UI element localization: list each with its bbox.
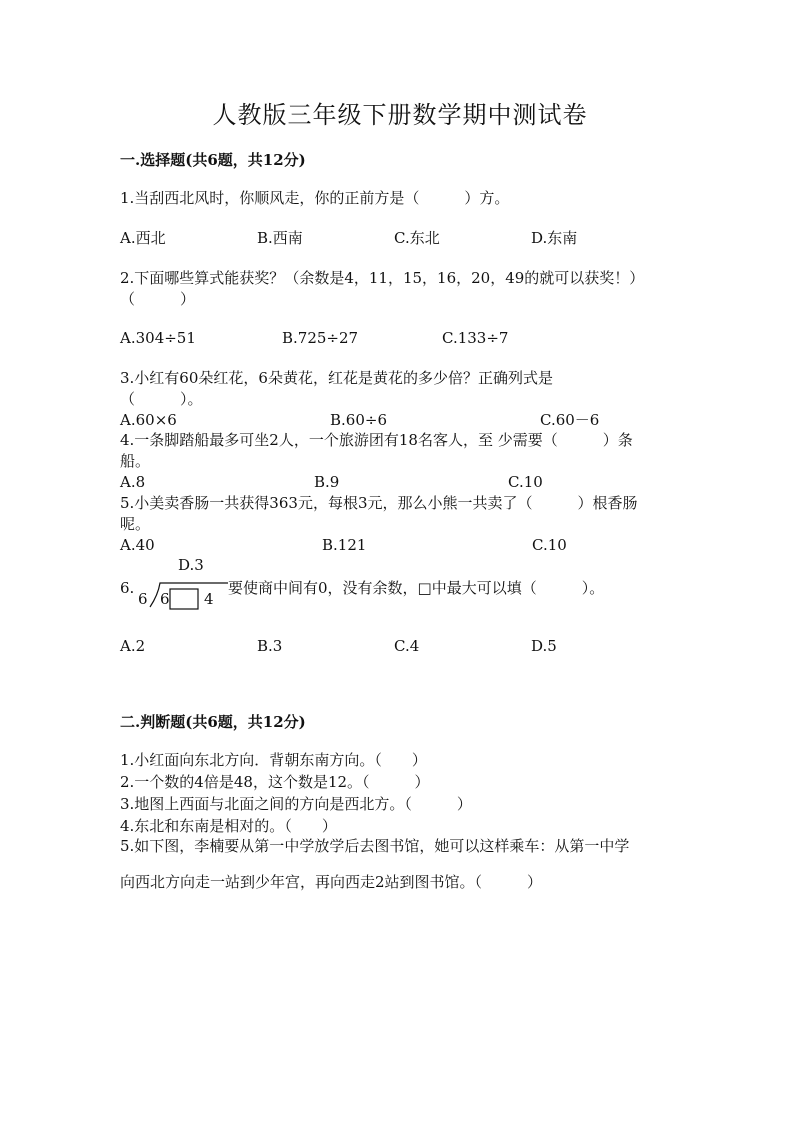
q4-option-b[interactable]: B.9 <box>314 473 340 491</box>
judgment-q3: 3.地图上西面与北面之间的方向是西北方。（ ） <box>120 795 472 813</box>
dividend-right-digit: 4 <box>204 590 214 608</box>
q5-option-b[interactable]: B.121 <box>322 536 367 554</box>
q5-option-d[interactable]: D.3 <box>178 556 204 574</box>
blank-box <box>170 589 198 609</box>
question-5-line1: 5.小美卖香肠一共获得363元，每根3元，那么小熊一共卖了（ ）根香肠 <box>120 494 638 512</box>
dividend-left-digit: 6 <box>160 590 170 608</box>
q3-option-b[interactable]: B.60÷6 <box>330 411 387 429</box>
judgment-q1: 1.小红面向东北方向．背朝东南方向。（ ） <box>120 751 427 769</box>
question-2-line2: （ ） <box>120 290 196 308</box>
q4-option-a[interactable]: A.8 <box>120 473 146 491</box>
section-heading-choice: 一.选择题(共6题，共12分) <box>120 151 306 169</box>
judgment-q5-line1: 5.如下图，李楠要从第一中学放学后去图书馆，她可以这样乘车：从第一中学 <box>120 837 630 855</box>
q2-option-a[interactable]: A.304÷51 <box>120 329 196 347</box>
question-5-line2: 呢。 <box>120 515 151 533</box>
question-1-text: 1.当刮西北风时，你顺风走，你的正前方是（ ）方。 <box>120 189 510 207</box>
q1-option-c[interactable]: C.东北 <box>394 229 440 247</box>
q1-option-a[interactable]: A.西北 <box>120 229 166 247</box>
judgment-q4: 4.东北和东南是相对的。（ ） <box>120 817 337 835</box>
q2-option-c[interactable]: C.133÷7 <box>442 329 509 347</box>
question-2-line1: 2.下面哪些算式能获奖？（余数是4，11，15，16，20，49的就可以获奖！） <box>120 269 645 287</box>
q5-option-c[interactable]: C.10 <box>532 536 567 554</box>
q3-option-a[interactable]: A.60×6 <box>120 411 177 429</box>
question-3-line1: 3.小红有60朵红花，6朵黄花，红花是黄花的多少倍？正确列式是 <box>120 369 553 387</box>
question-6-text: 要使商中间有0，没有余数，□中最大可以填（ ）。 <box>228 579 605 597</box>
q4-option-c[interactable]: C.10 <box>508 473 543 491</box>
q6-option-a[interactable]: A.2 <box>120 637 146 655</box>
question-4-line2: 船。 <box>120 452 151 470</box>
q6-option-b[interactable]: B.3 <box>257 637 283 655</box>
q6-option-d[interactable]: D.5 <box>531 637 557 655</box>
question-4-line1: 4.一条脚踏船最多可坐2人，一个旅游团有18名客人，至 少需要（ ）条 <box>120 431 633 449</box>
judgment-q5-line2: 向西北方向走一站到少年宫，再向西走2站到图书馆。（ ） <box>120 873 543 891</box>
divisor: 6 <box>138 590 148 608</box>
q2-option-b[interactable]: B.725÷27 <box>282 329 359 347</box>
q3-option-c[interactable]: C.60－6 <box>540 411 600 429</box>
page-title: 人教版三年级下册数学期中测试卷 <box>212 101 588 129</box>
q6-option-c[interactable]: C.4 <box>394 637 420 655</box>
division-bracket <box>138 555 230 615</box>
section-heading-judgment: 二.判断题(共6题，共12分) <box>120 713 306 731</box>
q1-option-d[interactable]: D.东南 <box>531 229 578 247</box>
long-division-figure <box>138 555 230 615</box>
question-3-line2: （ ）。 <box>120 390 203 408</box>
question-6-number: 6. <box>120 579 135 597</box>
q5-option-a[interactable]: A.40 <box>120 536 155 554</box>
judgment-q2: 2.一个数的4倍是48，这个数是12。（ ） <box>120 773 430 791</box>
q1-option-b[interactable]: B.西南 <box>257 229 303 247</box>
